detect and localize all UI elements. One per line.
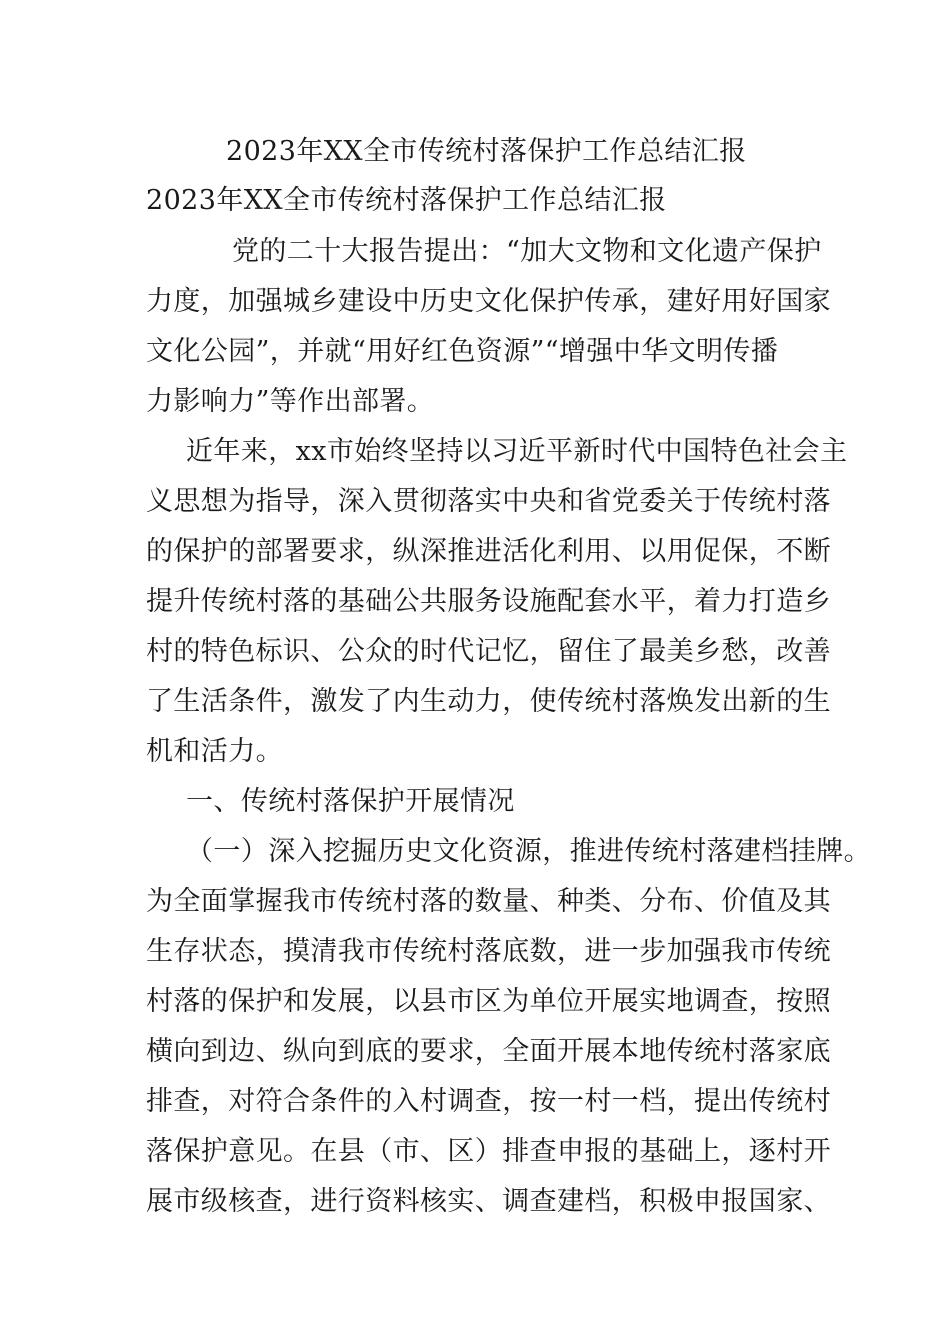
paragraph-3-line: 横向到边、纵向到底的要求，全面开展本地传统村落家底 [146, 1036, 831, 1067]
paragraph-3-line: （一）深入挖掘历史文化资源，推进传统村落建档挂牌。 [186, 836, 871, 867]
document-subtitle: 2023年XX全市传统村落保护工作总结汇报 [146, 185, 667, 216]
section-heading: 一、传统村落保护开展情况 [186, 786, 515, 817]
paragraph-1-line: 党的二十大报告提出：“加大文物和文化遗产保护 [232, 236, 822, 267]
document-title: 2023年XX全市传统村落保护工作总结汇报 [226, 136, 747, 167]
paragraph-2-line: 近年来，xx市始终坚持以习近平新时代中国特色社会主 [186, 436, 848, 467]
paragraph-2-line: 的保护的部署要求，纵深推进活化利用、以用促保，不断 [146, 536, 831, 567]
paragraph-1-line: 力度，加强城乡建设中历史文化保护传承，建好用好国家 [146, 286, 831, 317]
paragraph-2-line: 了生活条件，激发了内生动力，使传统村落焕发出新的生 [146, 686, 831, 717]
paragraph-1-line: 文化公园”，并就“用好红色资源”“增强中华文明传播 [146, 336, 779, 367]
paragraph-3-line: 展市级核查，进行资料核实、调查建档，积极申报国家、 [146, 1186, 831, 1217]
paragraph-3-line: 落保护意见。在县（市、区）排查申报的基础上，逐村开 [146, 1136, 831, 1167]
paragraph-3-line: 为全面掌握我市传统村落的数量、种类、分布、价值及其 [146, 886, 831, 917]
paragraph-2-line: 义思想为指导，深入贯彻落实中央和省党委关于传统村落 [146, 486, 831, 517]
paragraph-2-line: 机和活力。 [146, 736, 283, 767]
paragraph-1-line: 力影响力”等作出部署。 [146, 386, 435, 417]
paragraph-3-line: 村落的保护和发展，以县市区为单位开展实地调查，按照 [146, 986, 831, 1017]
paragraph-2-line: 提升传统村落的基础公共服务设施配套水平，着力打造乡 [146, 586, 831, 617]
paragraph-3-line: 排查，对符合条件的入村调查，按一村一档，提出传统村 [146, 1086, 831, 1117]
paragraph-2-line: 村的特色标识、公众的时代记忆，留住了最美乡愁，改善 [146, 636, 831, 667]
paragraph-3-line: 生存状态，摸清我市传统村落底数，进一步加强我市传统 [146, 936, 831, 967]
